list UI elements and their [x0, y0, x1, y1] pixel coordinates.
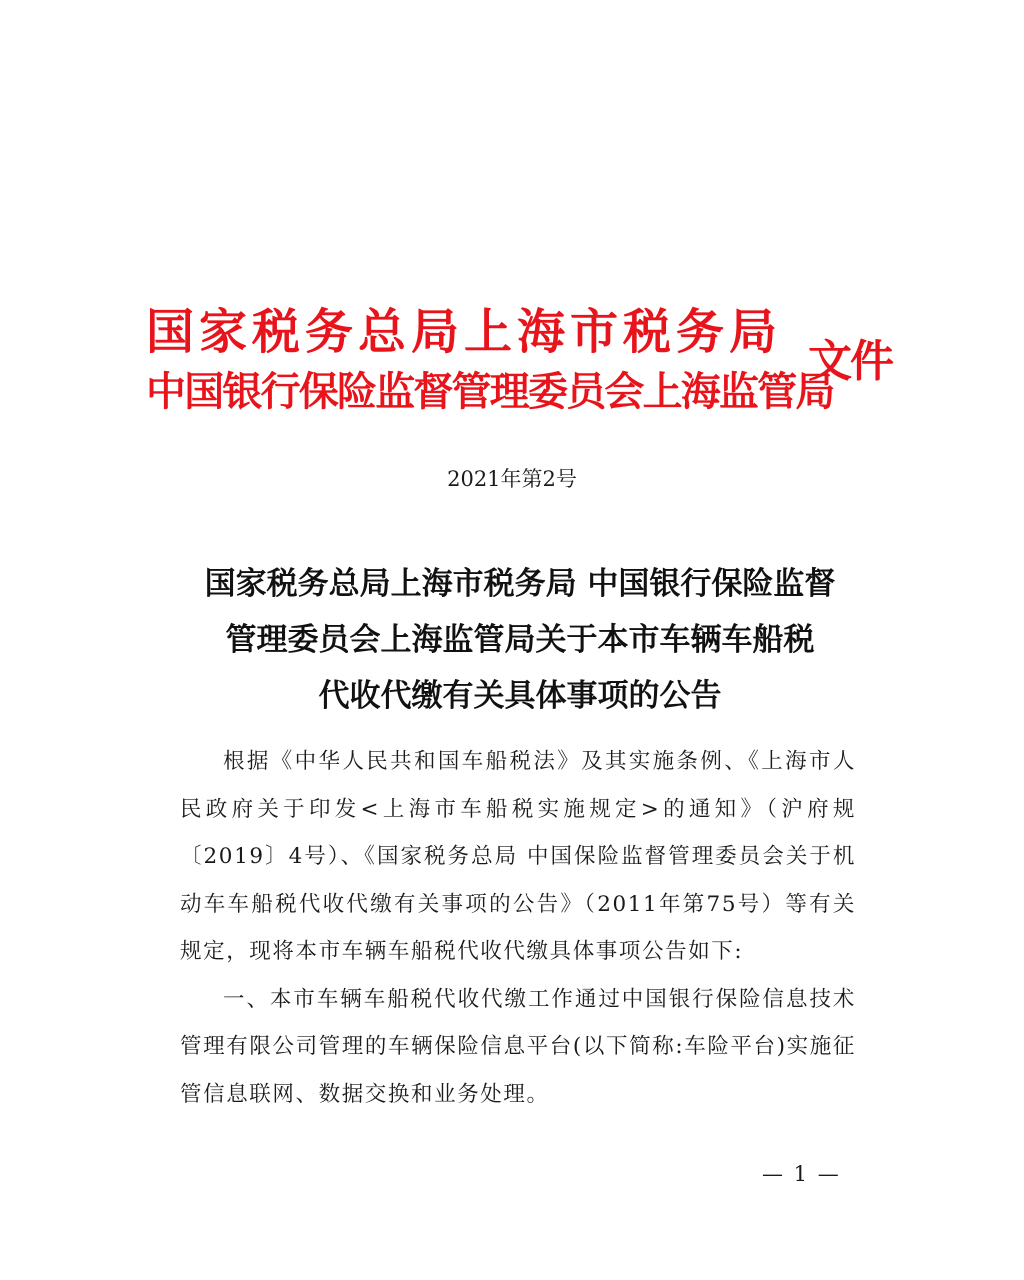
body-paragraph-item-1: 一、本市车辆车船税代收代缴工作通过中国银行保险信息技术管理有限公司管理的车辆保险信息平台(以下简称:车险平台)实施征管信息联网、数据交换和业务处理。 — [180, 986, 856, 1107]
title-line-3: 代收代缴有关具体事项的公告 — [318, 678, 722, 714]
document-red-header — [140, 300, 900, 430]
title-line-2: 管理委员会上海监管局关于本市车辆车船税 — [225, 622, 815, 658]
document-body — [180, 738, 856, 1118]
header-suffix-wenjian: 文件 — [808, 336, 892, 387]
page-number: — 1 — — [762, 1162, 841, 1186]
title-line-1: 国家税务总局上海市税务局 中国银行保险监督 — [204, 566, 836, 602]
document-number: 2021年第2号 — [447, 467, 577, 491]
body-paragraph-basis: 根据《中华人民共和国车船税法》及其实施条例、《上海市人民政府关于印发<上海市车船税实施规定>的通知》（沪府规〔2019〕4号）、《国家税务总局 中国保险监督管理委员会关于机动车车船税代收代缴有关事项的公告》（2011年第75号）等有关规定，现将本市车辆车船税代收代缴具体事项公告如下: — [180, 749, 856, 964]
document-title — [140, 556, 900, 724]
issuer-name-tax-bureau: 国家税务总局上海市税务局 — [146, 304, 783, 360]
issuer-name-cbirc-bureau: 中国银行保险监督管理委员会上海监管局 — [146, 368, 834, 415]
